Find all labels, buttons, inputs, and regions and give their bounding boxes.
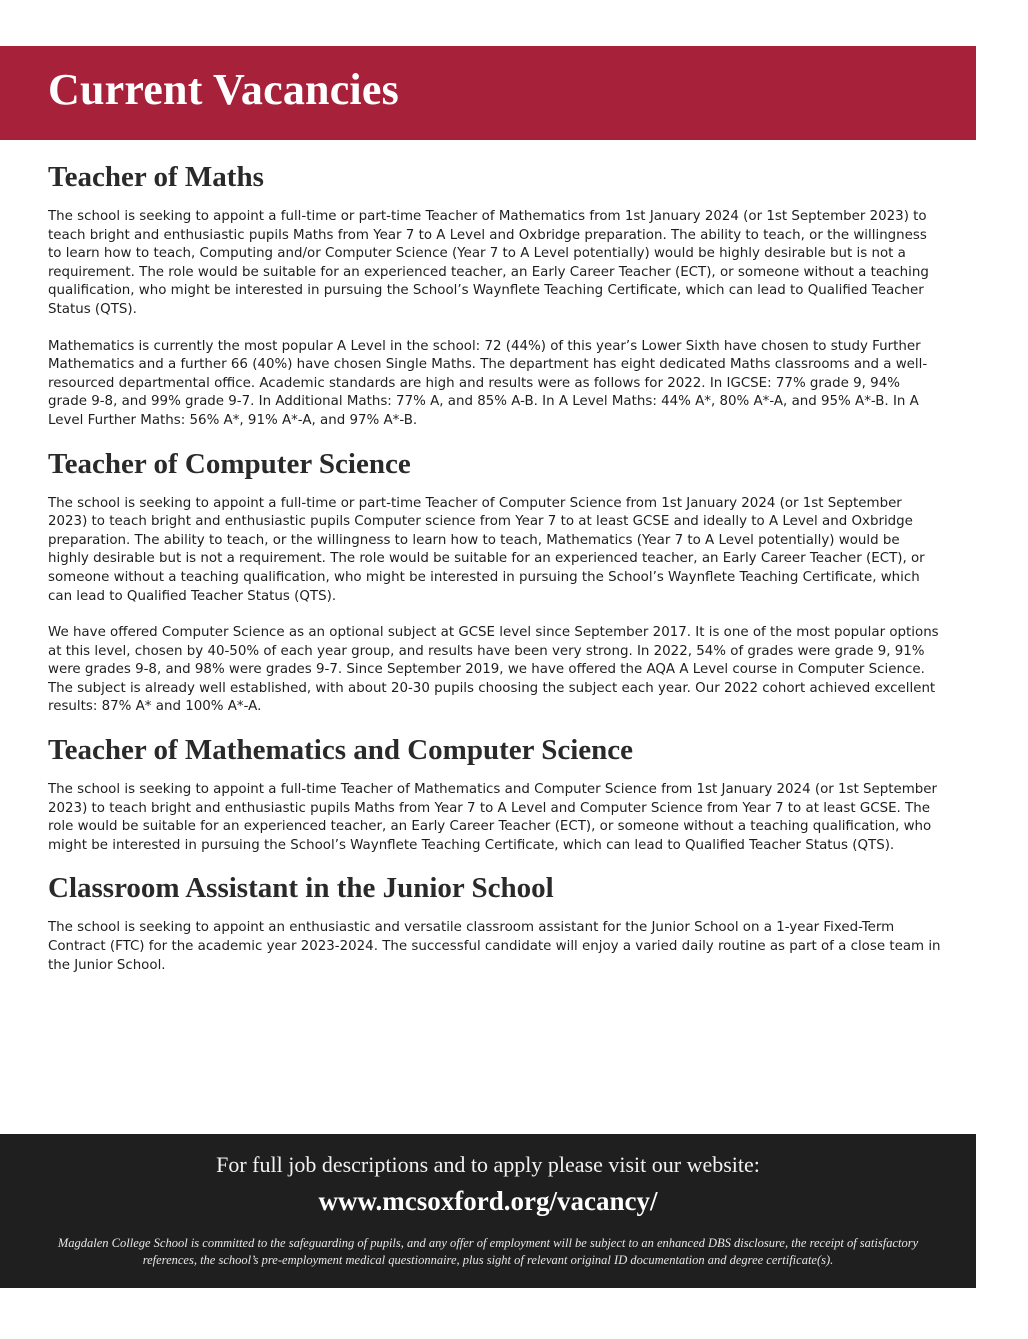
website-link[interactable]: www.mcsoxford.org/vacancy/	[318, 1186, 658, 1216]
vacancy-title: Teacher of Maths	[48, 161, 264, 193]
vacancy-paragraph: The school is seeking to appoint a full-time or part-time Teacher of Mathematics from 1st January 2024 (or 1st September 2023) to teach bright and enthusiastic pupils Maths from Year 7 to A Level and Oxbridge preparation. The ability to teach, or the willingness to learn how to teach, Computing and/or Computer Science (Year 7 to A Level potentially) would be highly desirable but is not a requirement. The role would be suitable for an experienced teacher, an Early Career Teacher (ECT), or someone without a teaching qualification, who might be interested in pursuing the School’s Waynflete Teaching Certificate, which can lead to Qualified Teacher Status (QTS).	[48, 209, 929, 317]
safeguarding-note: Magdalen College School is committed to the safeguarding of pupils, and any offer of employment will be subject to an enhanced DBS disclosure, the receipt of satisfactory references, the school’s pre-employment medical questionnaire, plus sight of relevant original ID documentation and degree certificate(s).	[57, 1236, 919, 1267]
vacancy-paragraph: The school is seeking to appoint a full-time Teacher of Mathematics and Computer Science from 1st January 2024 (or 1st September 2023) to teach bright and enthusiastic pupils Maths from Year 7 to A Level and Computer Science from Year 7 to at least GCSE. The role would be suitable for an experienced teacher, an Early Career Teacher (ECT), or someone without a teaching qualification, who might be interested in pursuing the School’s Waynflete Teaching Certificate, which can lead to Qualified Teacher Status (QTS).	[48, 782, 938, 853]
vacancy-title: Classroom Assistant in the Junior School	[48, 872, 554, 905]
vacancy-classroom-assistant	[48, 871, 943, 975]
vacancy-title: Teacher of Mathematics and Computer Science	[48, 734, 634, 767]
vacancies-content	[48, 160, 943, 991]
vacancy-paragraph: We have offered Computer Science as an optional subject at GCSE level since September 2017. It is one of the most popular options at this level, chosen by 40-50% of each year group, and results have been very strong. In 2022, 54% of grades were grade 9, 91% were grades 9-8, and 98% were grades 9-7. Since September 2019, we have offered the AQA A Level course in Computer Science. The subject is already well established, with about 20-30 pupils choosing the subject each year. Our 2022 cohort achieved excellent results: 87% A* and 100% A*-A.	[48, 625, 939, 715]
vacancy-paragraph: Mathematics is currently the most popular A Level in the school: 72 (44%) of this year’s Lower Sixth have chosen to study Further Mathematics and a further 66 (40%) have chosen Single Maths. The department has eight dedicated Maths classrooms and a well-resourced departmental office. Academic standards are high and results were as follows for 2022. In IGCSE: 77% grade 9, 94% grade 9-8, and 99% grade 9-7. In Additional Maths: 77% A, and 85% A-B. In A Level Maths: 44% A*, 80% A*-A, and 95% A*-B. In A Level Further Maths: 56% A*, 91% A*-A, and 97% A*-B.	[48, 338, 928, 428]
vacancy-paragraph: The school is seeking to appoint a full-time or part-time Teacher of Computer Science from 1st January 2024 (or 1st September 2023) to teach bright and enthusiastic pupils Computer science from Year 7 to at least GCSE and ideally to A Level and Oxbridge preparation. The ability to teach, or the willingness to learn how to teach, Mathematics (Year 7 to A Level potentially) would be highly desirable but is not a requirement. The role would be suitable for an experienced teacher, an Early Career Teacher (ECT), or someone without a teaching qualification, who might be interested in pursuing the School’s Waynflete Teaching Certificate, which can lead to Qualified Teacher Status (QTS).	[48, 495, 925, 604]
vacancy-paragraph: The school is seeking to appoint an enthusiastic and versatile classroom assistant for the Junior School on a 1-year Fixed-Term Contract (FTC) for the academic year 2023-2024. The successful candidate will enjoy a varied daily routine as part of a close team in the Junior School.	[48, 920, 941, 973]
vacancy-title: Teacher of Computer Science	[48, 447, 411, 480]
page-title: Current Vacancies	[48, 65, 399, 114]
header-banner	[0, 46, 976, 140]
vacancy-teacher-of-maths	[48, 160, 943, 431]
vacancy-teacher-of-computer-science	[48, 447, 943, 718]
footer-panel	[0, 1134, 976, 1288]
vacancy-teacher-of-maths-and-cs	[48, 733, 943, 855]
footer-lead-text: For full job descriptions and to apply please visit our website:	[216, 1152, 760, 1177]
